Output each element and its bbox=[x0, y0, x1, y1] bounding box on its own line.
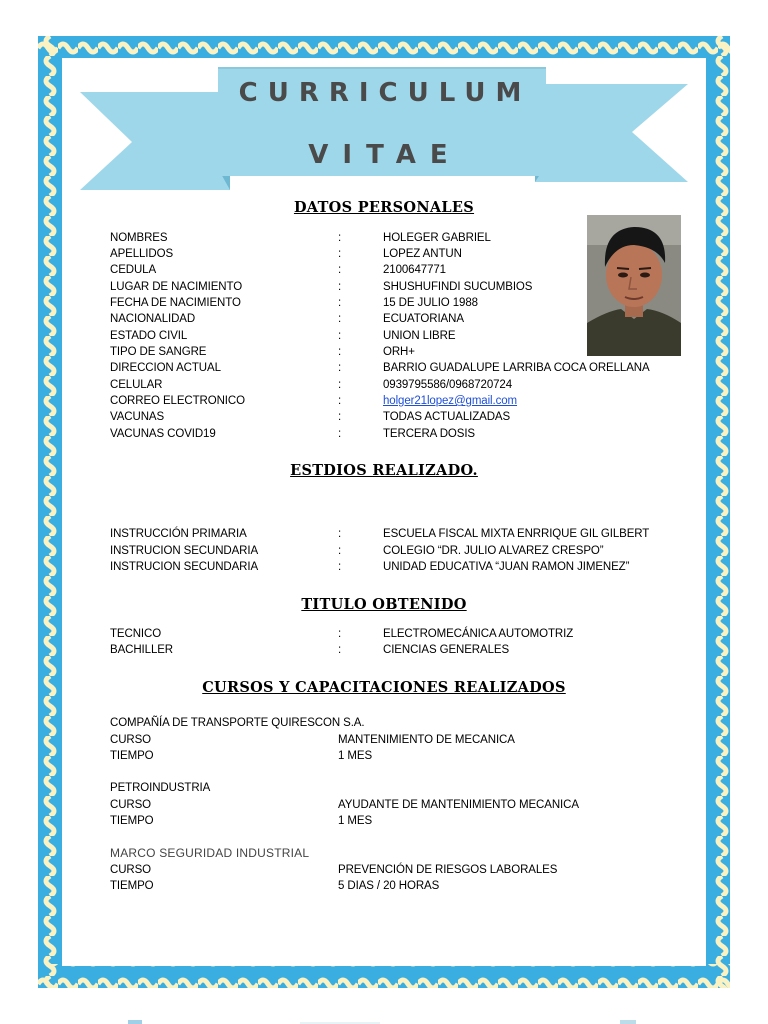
course-company: MARCO SEGURIDAD INDUSTRIAL bbox=[110, 846, 310, 860]
separator: : bbox=[338, 248, 342, 260]
separator: : bbox=[338, 628, 342, 640]
field-label: VACUNAS COVID19 bbox=[110, 428, 216, 440]
field-value: ESCUELA FISCAL MIXTA ENRRIQUE GIL GILBERT bbox=[383, 528, 650, 540]
next-page-edge bbox=[0, 1012, 768, 1024]
field-value: 15 DE JULIO 1988 bbox=[383, 297, 478, 309]
field-label: CEDULA bbox=[110, 264, 157, 276]
field-value: UNIDAD EDUCATIVA “JUAN RAMON JIMENEZ” bbox=[383, 561, 630, 573]
field-value: PREVENCIÓN DE RIESGOS LABORALES bbox=[338, 864, 558, 876]
field-value: TERCERA DOSIS bbox=[383, 428, 475, 440]
separator: : bbox=[338, 232, 342, 244]
field-value: UNION LIBRE bbox=[383, 330, 456, 342]
field-value: ORH+ bbox=[383, 346, 415, 358]
field-label: TIEMPO bbox=[110, 750, 154, 762]
field-value: LOPEZ ANTUN bbox=[383, 248, 462, 260]
section-title-studies: ESTDIOS REALIZADO. bbox=[290, 462, 478, 479]
field-value: TODAS ACTUALIZADAS bbox=[383, 411, 511, 423]
separator: : bbox=[338, 644, 342, 656]
email-link[interactable]: holger21lopez@gmail.com bbox=[383, 395, 518, 407]
field-value: 1 MES bbox=[338, 750, 373, 762]
separator: : bbox=[338, 313, 342, 325]
field-value: AYUDANTE DE MANTENIMIENTO MECANICA bbox=[338, 799, 579, 811]
field-label: CURSO bbox=[110, 864, 152, 876]
field-label: TIEMPO bbox=[110, 815, 154, 827]
field-value: 1 MES bbox=[338, 815, 373, 827]
field-label: CELULAR bbox=[110, 379, 163, 391]
separator: : bbox=[338, 297, 342, 309]
separator: : bbox=[338, 330, 342, 342]
field-value: MANTENIMIENTO DE MECANICA bbox=[338, 734, 515, 746]
field-label: INSTRUCION SECUNDARIA bbox=[110, 545, 259, 557]
field-label: LUGAR DE NACIMIENTO bbox=[110, 281, 243, 293]
field-value: 0939795586/0968720724 bbox=[383, 379, 513, 391]
field-value: COLEGIO “DR. JULIO ALVAREZ CRESPO” bbox=[383, 545, 604, 557]
field-label: INSTRUCCIÓN PRIMARIA bbox=[110, 528, 247, 540]
field-label: NOMBRES bbox=[110, 232, 168, 244]
field-label: INSTRUCION SECUNDARIA bbox=[110, 561, 259, 573]
separator: : bbox=[338, 428, 342, 440]
banner-title-line2: VITAE bbox=[308, 140, 462, 170]
section-title-courses: CURSOS Y CAPACITACIONES REALIZADOS bbox=[202, 679, 566, 696]
separator: : bbox=[338, 561, 342, 573]
separator: : bbox=[338, 362, 342, 374]
separator: : bbox=[338, 411, 342, 423]
separator: : bbox=[338, 395, 342, 407]
field-value: CIENCIAS GENERALES bbox=[383, 644, 510, 656]
profile-photo bbox=[587, 215, 681, 356]
field-label: BACHILLER bbox=[110, 644, 174, 656]
field-value: 2100647771 bbox=[383, 264, 446, 276]
field-label: APELLIDOS bbox=[110, 248, 174, 260]
field-value: 5 DIAS / 20 HORAS bbox=[338, 880, 440, 892]
field-label: CURSO bbox=[110, 734, 152, 746]
banner-title-line1: CURRICULUM bbox=[238, 78, 532, 108]
separator: : bbox=[338, 281, 342, 293]
field-value: BARRIO GUADALUPE LARRIBA COCA ORELLANA bbox=[383, 362, 650, 374]
field-value: SHUSHUFINDI SUCUMBIOS bbox=[383, 281, 533, 293]
field-label: ESTADO CIVIL bbox=[110, 330, 188, 342]
separator: : bbox=[338, 379, 342, 391]
section-title-personal: DATOS PERSONALES bbox=[293, 199, 475, 216]
field-label: NACIONALIDAD bbox=[110, 313, 196, 325]
separator: : bbox=[338, 346, 342, 358]
separator: : bbox=[338, 264, 342, 276]
field-value: HOLEGER GABRIEL bbox=[383, 232, 491, 244]
field-label: FECHA DE NACIMIENTO bbox=[110, 297, 241, 309]
field-value: ELECTROMECÁNICA AUTOMOTRIZ bbox=[383, 628, 574, 640]
field-label: TIPO DE SANGRE bbox=[110, 346, 207, 358]
field-label: DIRECCION ACTUAL bbox=[110, 362, 221, 374]
field-label: TIEMPO bbox=[110, 880, 154, 892]
field-value: ECUATORIANA bbox=[383, 313, 464, 325]
course-company: PETROINDUSTRIA bbox=[110, 782, 211, 794]
field-label: CORREO ELECTRONICO bbox=[110, 395, 245, 407]
field-label: TECNICO bbox=[110, 628, 162, 640]
course-company: COMPAÑÍA DE TRANSPORTE QUIRESCON S.A. bbox=[110, 717, 365, 729]
field-label: VACUNAS bbox=[110, 411, 165, 423]
separator: : bbox=[338, 528, 342, 540]
section-title-degree: TITULO OBTENIDO bbox=[301, 596, 467, 613]
separator: : bbox=[338, 545, 342, 557]
field-label: CURSO bbox=[110, 799, 152, 811]
